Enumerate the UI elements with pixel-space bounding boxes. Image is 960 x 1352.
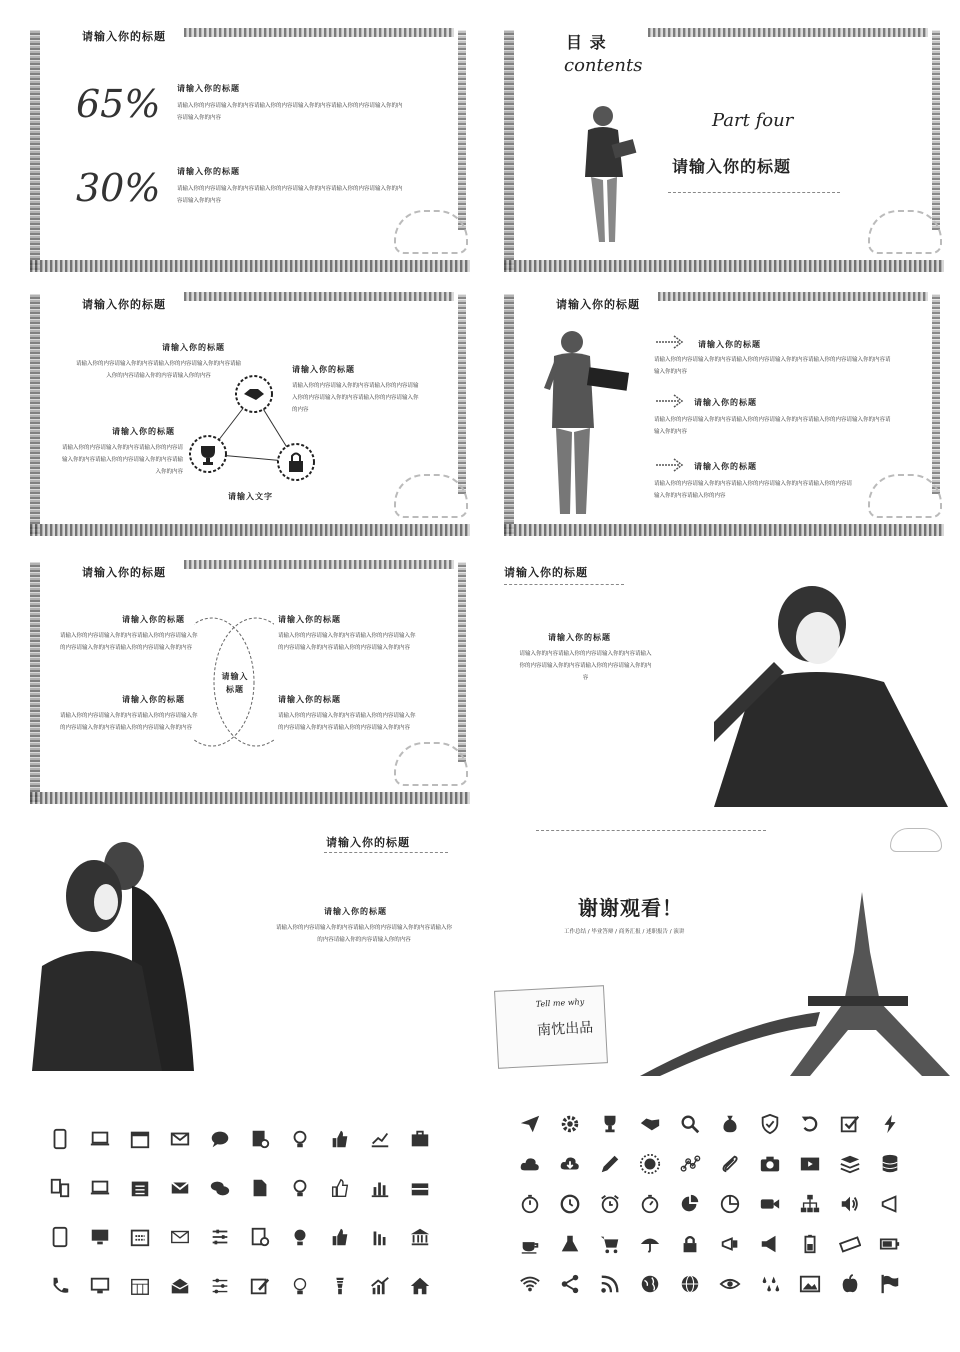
document-search-icon — [240, 1212, 280, 1261]
trophy-icon — [590, 1104, 630, 1144]
globe-icon — [630, 1264, 670, 1304]
sketch-frame-left — [30, 562, 40, 802]
gear-icon — [550, 1104, 590, 1144]
eye-icon — [710, 1264, 750, 1304]
sketch-frame-left — [30, 30, 40, 270]
rss-icon — [590, 1264, 630, 1304]
lamp-icon — [320, 1261, 360, 1310]
node-body: 请输入你的内容请输入你的内容请输入你的内容请输入你的内容请输入你的内容请输入你的内容请输入你的内容 — [76, 361, 242, 379]
list-body: 请输入你的内容请输入你的内容请输入你的内容请输入你的内容请输入你的内容请输入你的内容请输入你的内容 — [654, 481, 853, 499]
sketch-frame-right — [458, 30, 466, 230]
title-underline — [504, 584, 624, 585]
film-icon — [790, 1144, 830, 1184]
umbrella-icon — [630, 1224, 670, 1264]
quad-heading: 请输入你的标题 — [122, 695, 185, 704]
mail-icon — [160, 1114, 200, 1163]
document-icon — [240, 1163, 280, 1212]
title-underline — [324, 852, 448, 853]
sketch-frame-top — [658, 292, 928, 301]
quad-heading: 请输入你的标题 — [122, 615, 185, 624]
lightbulb-icon — [280, 1212, 320, 1261]
thumbs-up-icon — [320, 1212, 360, 1261]
megaphone-icon — [870, 1184, 910, 1224]
stopwatch-icon — [510, 1184, 550, 1224]
flask-icon — [550, 1224, 590, 1264]
calendar-icon — [120, 1114, 160, 1163]
megaphone-icon — [710, 1224, 750, 1264]
slide-title: 请输入你的标题 — [82, 30, 166, 43]
clock-icon — [550, 1184, 590, 1224]
ticket-icon — [830, 1224, 870, 1264]
percent-30: 30% — [76, 166, 161, 210]
calendar-grid-icon — [120, 1163, 160, 1212]
laptop-icon — [80, 1114, 120, 1163]
sketch-frame-bottom — [30, 792, 470, 804]
signature: 南忱出品 — [536, 1019, 594, 1039]
flag-icon — [870, 1264, 910, 1304]
lock-icon — [670, 1224, 710, 1264]
briefcase-icon — [400, 1114, 440, 1163]
sketch-frame-top — [648, 28, 928, 37]
bank-icon — [400, 1212, 440, 1261]
phone-icon — [40, 1114, 80, 1163]
thumbs-up-icon — [320, 1114, 360, 1163]
slide-3 — [24, 284, 484, 544]
cart-icon — [590, 1224, 630, 1264]
quad-heading: 请输入你的标题 — [278, 695, 341, 704]
sketch-frame-left — [504, 294, 514, 534]
slide-5 — [24, 552, 484, 812]
tablet-icon — [40, 1212, 80, 1261]
pie-chart-outline-icon — [710, 1184, 750, 1224]
couple-sketch-figure — [32, 836, 202, 1071]
eiffel-tower-sketch — [640, 892, 950, 1076]
cloud-doodle — [890, 828, 942, 852]
devices-icon — [40, 1163, 80, 1212]
slide-1 — [24, 20, 484, 280]
cloud-doodle — [868, 210, 942, 254]
slide-2 — [498, 20, 958, 280]
sketch-frame-top — [184, 560, 454, 569]
node-heading: 请输入你的标题 — [292, 365, 355, 374]
slide-title: 请输入你的标题 — [82, 566, 166, 579]
chat-bubbles-icon — [200, 1163, 240, 1212]
money-bag-icon — [710, 1104, 750, 1144]
edit-icon — [240, 1261, 280, 1310]
part-label: Part four — [712, 110, 794, 131]
item-body: 请输入你的内容请输入你的内容请输入你的内容请输入你的内容请输入你的内容请输入你的内容请输入你的内容 — [177, 186, 403, 204]
block-heading: 请输入你的标题 — [324, 907, 387, 916]
item-heading: 请输入你的标题 — [177, 84, 240, 93]
lightning-icon — [870, 1104, 910, 1144]
cloud-doodle — [868, 474, 942, 518]
quad-body: 请输入你的内容请输入你的内容请输入你的内容请输入你的内容请输入你的内容请输入你的内容请输入你的内容 — [278, 713, 416, 731]
home-icon — [400, 1261, 440, 1310]
list-heading: 请输入你的标题 — [694, 398, 757, 407]
slide-title: 请输入你的标题 — [326, 836, 410, 849]
item-heading: 请输入你的标题 — [177, 167, 240, 176]
sliders-icon — [200, 1212, 240, 1261]
share-icon — [550, 1264, 590, 1304]
camera-icon — [750, 1144, 790, 1184]
open-mail-icon — [160, 1261, 200, 1310]
droplets-icon — [750, 1264, 790, 1304]
sketch-frame-top — [184, 292, 454, 301]
diagram-caption: 请输入文字 — [228, 492, 273, 501]
part-heading: 请输入你的标题 — [672, 157, 792, 176]
list-heading: 请输入你的标题 — [694, 462, 757, 471]
cloud-doodle — [394, 210, 468, 254]
database-icon — [870, 1144, 910, 1184]
send-icon — [510, 1104, 550, 1144]
node-body: 请输入你的内容请输入你的内容请输入你的内容请输入你的内容请输入你的内容请输入你的内容请输入你的内容 — [292, 383, 419, 413]
calendar-grid-icon — [120, 1212, 160, 1261]
globe-icon — [670, 1264, 710, 1304]
sun-icon — [630, 1144, 670, 1184]
woman-figure — [573, 102, 643, 247]
pencil-icon — [590, 1144, 630, 1184]
slide-title: 请输入你的标题 — [82, 298, 166, 311]
announcement-icon — [750, 1224, 790, 1264]
bar-chart-icon — [360, 1163, 400, 1212]
list-body: 请输入你的内容请输入你的内容请输入你的内容请输入你的内容请输入你的内容请输入你的内容请输入你的内容 — [654, 357, 891, 375]
toc-title: 目 录 — [566, 33, 607, 52]
node-heading: 请输入你的标题 — [112, 427, 175, 436]
contents-label: contents — [564, 55, 643, 76]
tell-me-why: Tell me why — [535, 997, 585, 1009]
bar-chart-icon — [360, 1212, 400, 1261]
search-icon — [670, 1104, 710, 1144]
note-card — [494, 985, 608, 1069]
layers-icon — [830, 1144, 870, 1184]
sketch-frame-bottom — [30, 524, 470, 536]
video-camera-icon — [750, 1184, 790, 1224]
quad-body: 请输入你的内容请输入你的内容请输入你的内容请输入你的内容请输入你的内容请输入你的内容请输入你的内容 — [60, 633, 198, 651]
slide-8 — [490, 816, 950, 1078]
mail-icon — [160, 1163, 200, 1212]
sketch-frame-left — [30, 294, 40, 534]
sketch-frame-bottom — [504, 260, 944, 272]
thanks-title: 谢谢观看！ — [578, 896, 683, 920]
undo-icon — [790, 1104, 830, 1144]
arrow-icon — [654, 334, 688, 350]
divider — [668, 192, 840, 193]
lightbulb-icon — [280, 1163, 320, 1212]
briefcase-icon — [400, 1163, 440, 1212]
sketch-frame-right — [932, 294, 940, 494]
share-nodes-icon — [670, 1144, 710, 1184]
checkbox-icon — [830, 1104, 870, 1144]
cloud-link-icon — [510, 1144, 550, 1184]
slide-title: 请输入你的标题 — [504, 566, 588, 579]
chat-icon — [200, 1114, 240, 1163]
arrow-icon — [654, 457, 688, 473]
alarm-clock-icon — [590, 1184, 630, 1224]
mail-icon — [160, 1212, 200, 1261]
block-heading: 请输入你的标题 — [548, 633, 611, 642]
cloud-doodle — [394, 474, 468, 518]
sketch-frame-top — [184, 28, 454, 37]
paperclip-icon — [710, 1144, 750, 1184]
battery-icon — [790, 1224, 830, 1264]
block-body: 请输入你的内容请输入你的内容请输入你的内容请输入你的内容请输入你的内容请输入你的内容请输入你的内容 — [275, 925, 452, 943]
percent-65: 65% — [76, 82, 161, 126]
triangle-diagram — [184, 372, 324, 482]
laptop-icon — [80, 1163, 120, 1212]
list-body: 请输入你的内容请输入你的内容请输入你的内容请输入你的内容请输入你的内容请输入你的内容请输入你的内容 — [654, 417, 891, 435]
slide-title: 请输入你的标题 — [556, 298, 640, 311]
calendar-grid-icon — [120, 1261, 160, 1310]
quad-body: 请输入你的内容请输入你的内容请输入你的内容请输入你的内容请输入你的内容请输入你的内容请输入你的内容 — [60, 713, 198, 731]
node-body: 请输入你的内容请输入你的内容请输入你的内容请输入你的内容请输入你的内容请输入你的内容请输入你的内容 — [61, 445, 183, 475]
block-body: 请输入你的内容请输入你的内容请输入你的内容请输入你的内容请输入你的内容请输入你的内容请输入你的内容 — [519, 651, 652, 681]
lightbulb-icon — [280, 1114, 320, 1163]
sketch-frame-left — [504, 30, 514, 270]
sketch-frame-right — [932, 30, 940, 230]
list-heading: 请输入你的标题 — [698, 340, 761, 349]
apple-icon — [830, 1264, 870, 1304]
tags-line: 工作总结 / 毕业答辩 / 商务汇报 / 述职报告 / 演讲 — [564, 929, 685, 935]
man-sketch-figure — [714, 582, 948, 807]
sketch-frame-right — [458, 294, 466, 494]
timer-icon — [630, 1184, 670, 1224]
growth-chart-icon — [360, 1261, 400, 1310]
arrow-icon — [654, 393, 688, 409]
sketch-frame-bottom — [504, 524, 944, 536]
sliders-icon — [200, 1261, 240, 1310]
cloud-download-icon — [550, 1144, 590, 1184]
sketch-frame-bottom — [30, 260, 470, 272]
quad-heading: 请输入你的标题 — [278, 615, 341, 624]
item-body: 请输入你的内容请输入你的内容请输入你的内容请输入你的内容请输入你的内容请输入你的内容请输入你的内容 — [177, 103, 403, 121]
pie-chart-icon — [670, 1184, 710, 1224]
venn-center-label: 请输入标题 — [221, 672, 249, 694]
node-heading: 请输入你的标题 — [162, 343, 225, 352]
org-chart-icon — [790, 1184, 830, 1224]
slide-4 — [498, 284, 958, 544]
slide-6 — [498, 552, 958, 812]
icon-sheet-right — [510, 1104, 910, 1310]
monitor-icon — [80, 1261, 120, 1310]
lightbulb-icon — [280, 1261, 320, 1310]
thumbs-up-icon — [320, 1163, 360, 1212]
handshake-icon — [630, 1104, 670, 1144]
line-chart-icon — [360, 1114, 400, 1163]
handset-icon — [40, 1261, 80, 1310]
cloud-line — [536, 830, 766, 831]
shield-check-icon — [750, 1104, 790, 1144]
quad-body: 请输入你的内容请输入你的内容请输入你的内容请输入你的内容请输入你的内容请输入你的内容请输入你的内容 — [278, 633, 416, 651]
wifi-icon — [510, 1264, 550, 1304]
image-icon — [790, 1264, 830, 1304]
sketch-frame-right — [458, 562, 466, 762]
document-search-icon — [240, 1114, 280, 1163]
icon-sheet-left — [40, 1114, 440, 1310]
cloud-doodle — [394, 742, 468, 786]
speaker-icon — [830, 1184, 870, 1224]
coffee-cup-icon — [510, 1224, 550, 1264]
slide-7 — [24, 816, 484, 1076]
businessman-figure — [536, 328, 636, 520]
battery-horizontal-icon — [870, 1224, 910, 1264]
monitor-icon — [80, 1212, 120, 1261]
